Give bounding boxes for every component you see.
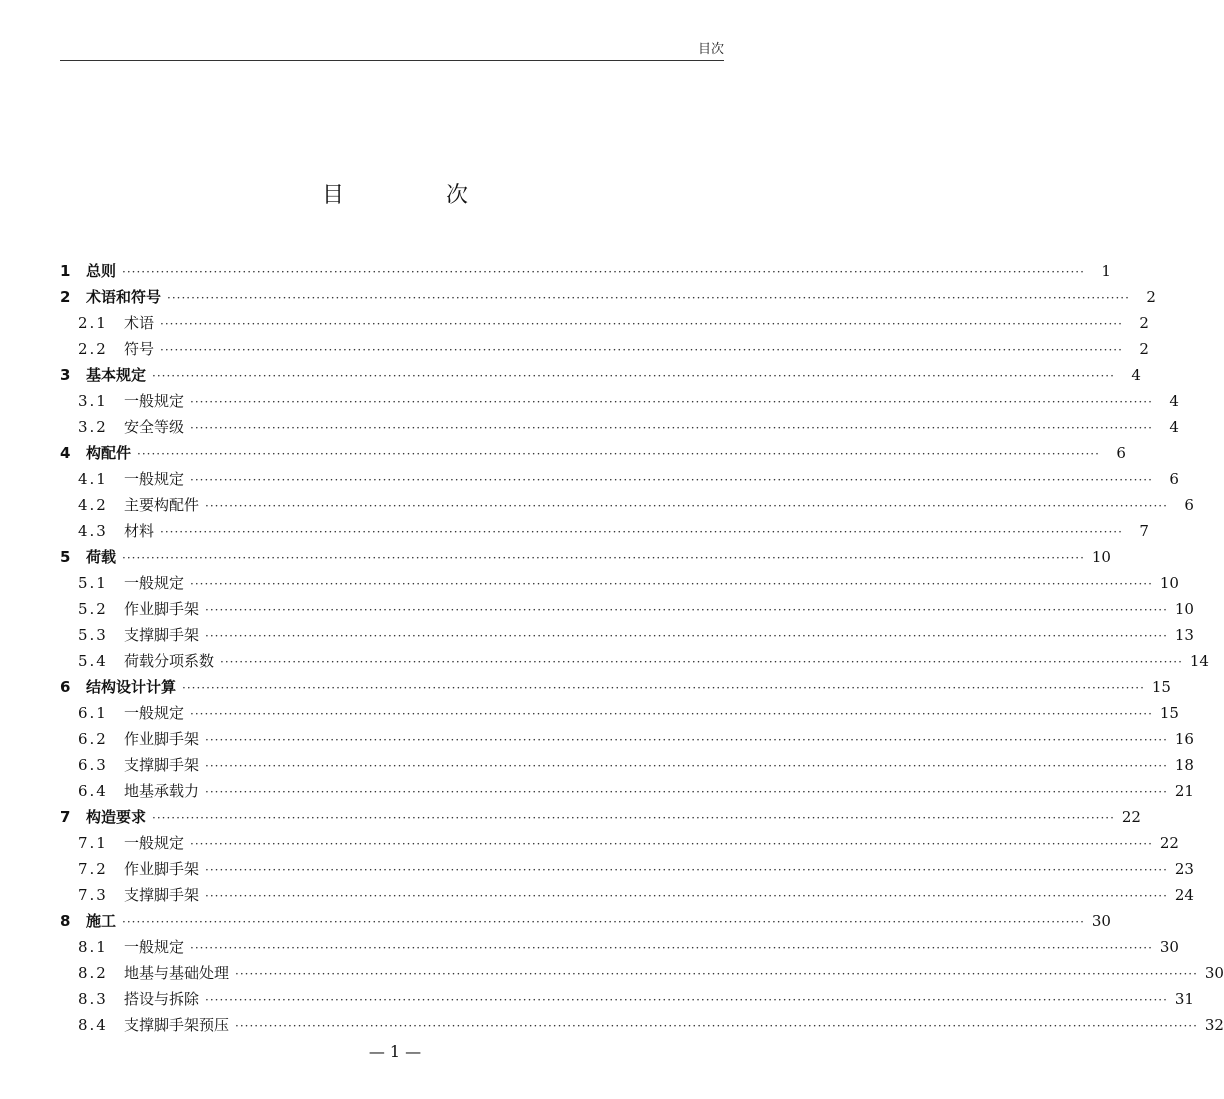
toc-entry-title: 材料 xyxy=(124,522,155,540)
toc-entry-number: 2.2 xyxy=(78,340,108,358)
toc-entry-number: 8.4 xyxy=(78,1016,108,1034)
toc-entry-page: 14 xyxy=(1189,652,1209,670)
toc-chapter-entry[interactable] xyxy=(60,258,1111,284)
toc-entry-page: 22 xyxy=(1121,808,1141,826)
toc-entry-page: 22 xyxy=(1159,834,1179,852)
toc-entry-title: 一般规定 xyxy=(124,704,185,722)
dot-leader: ········································································································································································································ xyxy=(190,395,1153,409)
toc-entry-number: 7.1 xyxy=(78,834,108,852)
dot-leader: ········································································································································································································ xyxy=(205,889,1168,903)
toc-entry-number: 2.1 xyxy=(78,314,108,332)
toc-entry-title: 构造要求 xyxy=(86,808,147,826)
dot-leader: ········································································································································································································ xyxy=(190,473,1153,487)
dot-leader: ········································································································································································································ xyxy=(205,733,1168,747)
toc-entry-page: 4 xyxy=(1131,366,1141,384)
toc-entry-number: 5 xyxy=(60,548,71,566)
toc-entry-page: 24 xyxy=(1174,886,1194,904)
dot-leader: ········································································································································································································ xyxy=(190,707,1153,721)
dot-leader: ········································································································································································································ xyxy=(190,421,1153,435)
toc-entry-title: 作业脚手架 xyxy=(124,600,200,618)
dot-leader: ········································································································································································································ xyxy=(160,525,1123,539)
toc-entry-title: 地基承载力 xyxy=(124,782,200,800)
dot-leader: ········································································································································································································ xyxy=(152,811,1115,825)
toc-entry-number: 4.2 xyxy=(78,496,108,514)
table-of-contents xyxy=(60,258,1224,1038)
toc-entry-title: 荷载 xyxy=(86,548,117,566)
toc-entry-title: 作业脚手架 xyxy=(124,860,200,878)
toc-entry-number: 5.1 xyxy=(78,574,108,592)
toc-entry-page: 2 xyxy=(1146,288,1156,306)
toc-chapter-entry[interactable] xyxy=(60,544,1111,570)
dot-leader: ········································································································································································································ xyxy=(190,577,1153,591)
toc-section-entry[interactable] xyxy=(60,1012,1224,1038)
toc-entry-number: 6.2 xyxy=(78,730,108,748)
dot-leader: ········································································································································································································ xyxy=(205,603,1168,617)
toc-entry-page: 30 xyxy=(1091,912,1111,930)
toc-section-entry[interactable] xyxy=(60,700,1179,726)
toc-entry-title: 一般规定 xyxy=(124,392,185,410)
dot-leader: ········································································································································································································ xyxy=(122,915,1085,929)
toc-entry-page: 10 xyxy=(1091,548,1111,566)
toc-entry-title: 一般规定 xyxy=(124,470,185,488)
toc-entry-page: 6 xyxy=(1116,444,1126,462)
toc-entry-number: 4 xyxy=(60,444,71,462)
dot-leader: ········································································································································································································ xyxy=(122,265,1085,279)
toc-chapter-entry[interactable] xyxy=(60,362,1141,388)
toc-entry-number: 8 xyxy=(60,912,71,930)
toc-section-entry[interactable] xyxy=(60,856,1194,882)
toc-title: 目 次 xyxy=(321,183,508,208)
toc-entry-number: 2 xyxy=(60,288,71,306)
toc-entry-title: 结构设计计算 xyxy=(86,678,177,696)
toc-section-entry[interactable] xyxy=(60,934,1179,960)
toc-entry-number: 5.3 xyxy=(78,626,108,644)
toc-entry-page: 15 xyxy=(1159,704,1179,722)
dot-leader: ········································································································································································································ xyxy=(205,499,1168,513)
toc-chapter-entry[interactable] xyxy=(60,284,1156,310)
toc-entry-number: 8.2 xyxy=(78,964,108,982)
toc-section-entry[interactable] xyxy=(60,466,1179,492)
toc-entry-title: 术语和符号 xyxy=(86,288,162,306)
toc-entry-number: 5.2 xyxy=(78,600,108,618)
toc-entry-title: 安全等级 xyxy=(124,418,185,436)
toc-entry-page: 16 xyxy=(1174,730,1194,748)
toc-entry-page: 30 xyxy=(1159,938,1179,956)
toc-entry-number: 3.2 xyxy=(78,418,108,436)
toc-section-entry[interactable] xyxy=(60,726,1194,752)
toc-section-entry[interactable] xyxy=(60,882,1194,908)
toc-entry-page: 4 xyxy=(1169,392,1179,410)
toc-entry-title: 一般规定 xyxy=(124,574,185,592)
dot-leader: ········································································································································································································ xyxy=(160,317,1123,331)
toc-section-entry[interactable] xyxy=(60,570,1179,596)
toc-entry-title: 作业脚手架 xyxy=(124,730,200,748)
toc-entry-page: 2 xyxy=(1139,314,1149,332)
toc-entry-number: 6.4 xyxy=(78,782,108,800)
toc-entry-title: 一般规定 xyxy=(124,834,185,852)
toc-section-entry[interactable] xyxy=(60,492,1194,518)
toc-entry-page: 32 xyxy=(1204,1016,1224,1034)
toc-entry-number: 7.3 xyxy=(78,886,108,904)
toc-entry-number: 3 xyxy=(60,366,71,384)
toc-entry-title: 搭设与拆除 xyxy=(124,990,200,1008)
toc-entry-page: 13 xyxy=(1174,626,1194,644)
dot-leader: ········································································································································································································ xyxy=(235,1019,1198,1033)
page-number: — 1 — xyxy=(368,1042,422,1061)
dot-leader: ········································································································································································································ xyxy=(235,967,1198,981)
toc-section-entry[interactable] xyxy=(60,518,1149,544)
toc-entry-title: 支撑脚手架 xyxy=(124,756,200,774)
toc-entry-title: 总则 xyxy=(86,262,117,280)
running-header-title: 目次 xyxy=(697,42,724,57)
toc-entry-number: 6.3 xyxy=(78,756,108,774)
dot-leader: ········································································································································································································ xyxy=(205,629,1168,643)
dot-leader: ········································································································································································································ xyxy=(205,993,1168,1007)
toc-entry-number: 8.3 xyxy=(78,990,108,1008)
toc-entry-number: 4.1 xyxy=(78,470,108,488)
toc-entry-page: 31 xyxy=(1174,990,1194,1008)
dot-leader: ········································································································································································································ xyxy=(167,291,1130,305)
dot-leader: ········································································································································································································ xyxy=(205,785,1168,799)
dot-leader: ········································································································································································································ xyxy=(122,551,1085,565)
dot-leader: ········································································································································································································ xyxy=(205,759,1168,773)
dot-leader: ········································································································································································································ xyxy=(190,837,1153,851)
toc-section-entry[interactable] xyxy=(60,778,1194,804)
header-rule xyxy=(60,60,724,61)
toc-entry-number: 5.4 xyxy=(78,652,108,670)
toc-entry-title: 支撑脚手架 xyxy=(124,886,200,904)
dot-leader: ········································································································································································································ xyxy=(190,941,1153,955)
dot-leader: ········································································································································································································ xyxy=(205,863,1168,877)
toc-entry-page: 18 xyxy=(1174,756,1194,774)
toc-section-entry[interactable] xyxy=(60,414,1179,440)
toc-entry-page: 6 xyxy=(1169,470,1179,488)
toc-entry-title: 地基与基础处理 xyxy=(124,964,230,982)
toc-entry-number: 6.1 xyxy=(78,704,108,722)
toc-entry-page: 2 xyxy=(1139,340,1149,358)
toc-entry-title: 支撑脚手架预压 xyxy=(124,1016,230,1034)
toc-entry-page: 10 xyxy=(1174,600,1194,618)
toc-entry-title: 基本规定 xyxy=(86,366,147,384)
toc-entry-number: 6 xyxy=(60,678,71,696)
dot-leader: ········································································································································································································ xyxy=(220,655,1183,669)
toc-entry-title: 支撑脚手架 xyxy=(124,626,200,644)
toc-section-entry[interactable] xyxy=(60,336,1149,362)
toc-entry-page: 1 xyxy=(1101,262,1111,280)
toc-section-entry[interactable] xyxy=(60,388,1179,414)
dot-leader: ········································································································································································································ xyxy=(182,681,1145,695)
toc-entry-page: 10 xyxy=(1159,574,1179,592)
toc-entry-page: 23 xyxy=(1174,860,1194,878)
toc-entry-page: 4 xyxy=(1169,418,1179,436)
toc-entry-title: 构配件 xyxy=(86,444,132,462)
toc-entry-number: 8.1 xyxy=(78,938,108,956)
toc-section-entry[interactable] xyxy=(60,596,1194,622)
toc-entry-title: 施工 xyxy=(86,912,117,930)
toc-chapter-entry[interactable] xyxy=(60,674,1171,700)
toc-section-entry[interactable] xyxy=(60,960,1224,986)
toc-entry-title: 主要构配件 xyxy=(124,496,200,514)
toc-section-entry[interactable] xyxy=(60,752,1194,778)
toc-entry-page: 7 xyxy=(1139,522,1149,540)
dot-leader: ········································································································································································································ xyxy=(152,369,1115,383)
toc-entry-number: 3.1 xyxy=(78,392,108,410)
toc-entry-title: 术语 xyxy=(124,314,155,332)
toc-entry-page: 6 xyxy=(1184,496,1194,514)
toc-entry-page: 30 xyxy=(1204,964,1224,982)
toc-entry-number: 7 xyxy=(60,808,71,826)
toc-entry-number: 7.2 xyxy=(78,860,108,878)
toc-entry-page: 15 xyxy=(1151,678,1171,696)
toc-entry-title: 荷载分项系数 xyxy=(124,652,215,670)
dot-leader: ········································································································································································································ xyxy=(160,343,1123,357)
toc-entry-title: 一般规定 xyxy=(124,938,185,956)
toc-chapter-entry[interactable] xyxy=(60,804,1141,830)
toc-chapter-entry[interactable] xyxy=(60,440,1126,466)
toc-section-entry[interactable] xyxy=(60,622,1194,648)
toc-section-entry[interactable] xyxy=(60,986,1194,1012)
toc-entry-number: 4.3 xyxy=(78,522,108,540)
toc-entry-title: 符号 xyxy=(124,340,155,358)
toc-section-entry[interactable] xyxy=(60,310,1149,336)
toc-entry-number: 1 xyxy=(60,262,71,280)
toc-section-entry[interactable] xyxy=(60,830,1179,856)
toc-entry-page: 21 xyxy=(1174,782,1194,800)
toc-section-entry[interactable] xyxy=(60,648,1209,674)
toc-chapter-entry[interactable] xyxy=(60,908,1111,934)
dot-leader: ········································································································································································································ xyxy=(137,447,1100,461)
